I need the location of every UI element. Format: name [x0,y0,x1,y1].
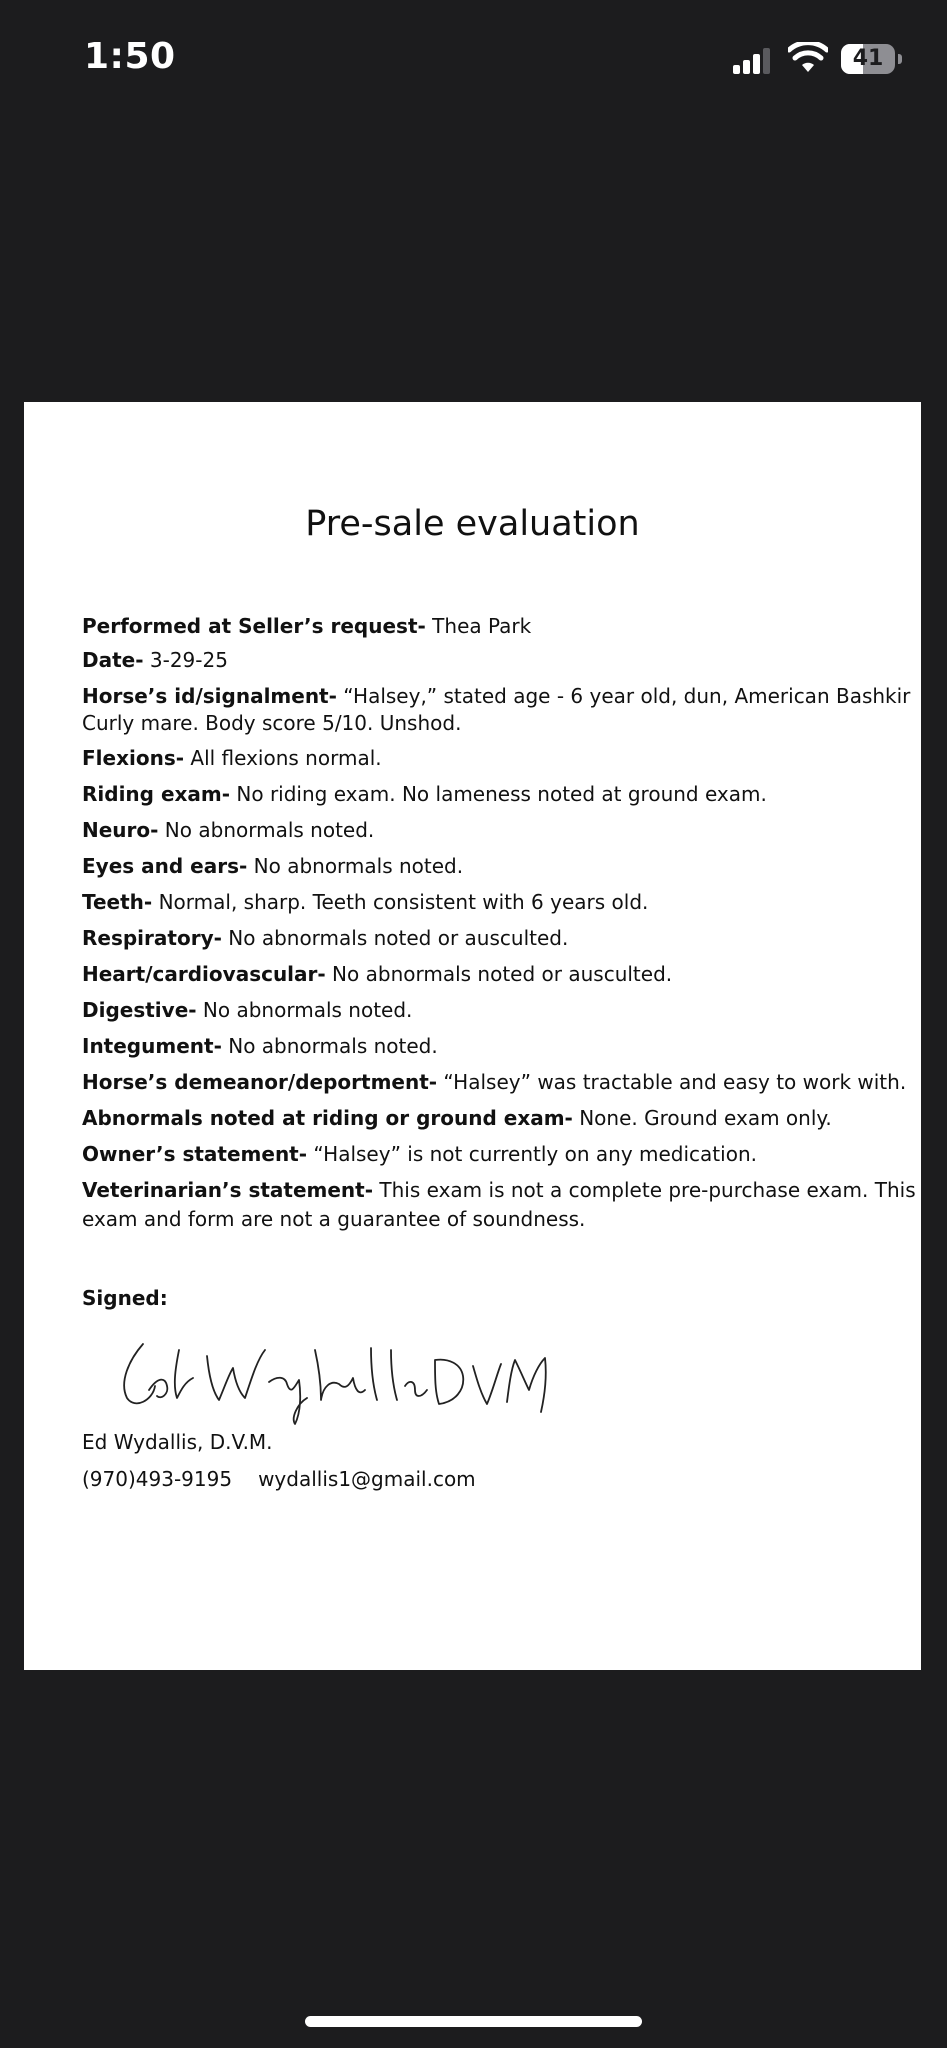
battery-icon [841,44,897,74]
home-indicator[interactable] [305,2016,642,2027]
signer-name: Ed Wydallis, D.V.M. [82,1430,273,1454]
field-vet-statement-continuation: exam and form are not a guarantee of soundness. [82,1207,586,1231]
field-integument: Integument- No abnormals noted. [82,1034,438,1058]
signed-label: Signed: [82,1286,168,1310]
handwritten-signature [109,1320,559,1430]
field-demeanor: Horse’s demeanor/deportment- “Halsey” was tractable and easy to work with. [82,1070,907,1094]
field-flexions: Flexions- All flexions normal. [82,746,382,770]
field-vet-statement: Veterinarian’s statement- This exam is not a complete pre-purchase exam. This [82,1178,916,1202]
field-respiratory: Respiratory- No abnormals noted or ausculted. [82,926,569,950]
field-teeth: Teeth- Normal, sharp. Teeth consistent with 6 years old. [82,890,649,914]
field-abnormals: Abnormals noted at riding or ground exam- None. Ground exam only. [82,1106,832,1130]
signer-phone: (970)493-9195 [82,1467,233,1491]
field-date: Date- 3-29-25 [82,648,228,672]
document-title: Pre-sale evaluation [305,504,640,544]
battery-level: 41 [852,46,884,71]
field-horse-id: Horse’s id/signalment- “Halsey,” stated age - 6 year old, dun, American Bashkir [82,684,911,708]
wifi-icon [788,42,828,74]
field-riding-exam: Riding exam- No riding exam. No lameness noted at ground exam. [82,782,767,806]
field-heart: Heart/cardiovascular- No abnormals noted or ausculted. [82,962,673,986]
signer-contact [82,1467,476,1491]
document-page[interactable] [24,402,921,1670]
field-horse-id-continuation: Curly mare. Body score 5/10. Unshod. [82,711,462,735]
status-time: 1:50 [84,36,176,77]
status-bar [0,0,947,120]
field-owner-statement: Owner’s statement- “Halsey” is not currently on any medication. [82,1142,757,1166]
field-neuro: Neuro- No abnormals noted. [82,818,375,842]
field-digestive: Digestive- No abnormals noted. [82,998,413,1022]
cellular-signal-icon [733,46,773,74]
signer-email: wydallis1@gmail.com [258,1467,476,1491]
field-performed-at: Performed at Seller’s request- Thea Park [82,614,532,638]
field-eyes-ears: Eyes and ears- No abnormals noted. [82,854,464,878]
